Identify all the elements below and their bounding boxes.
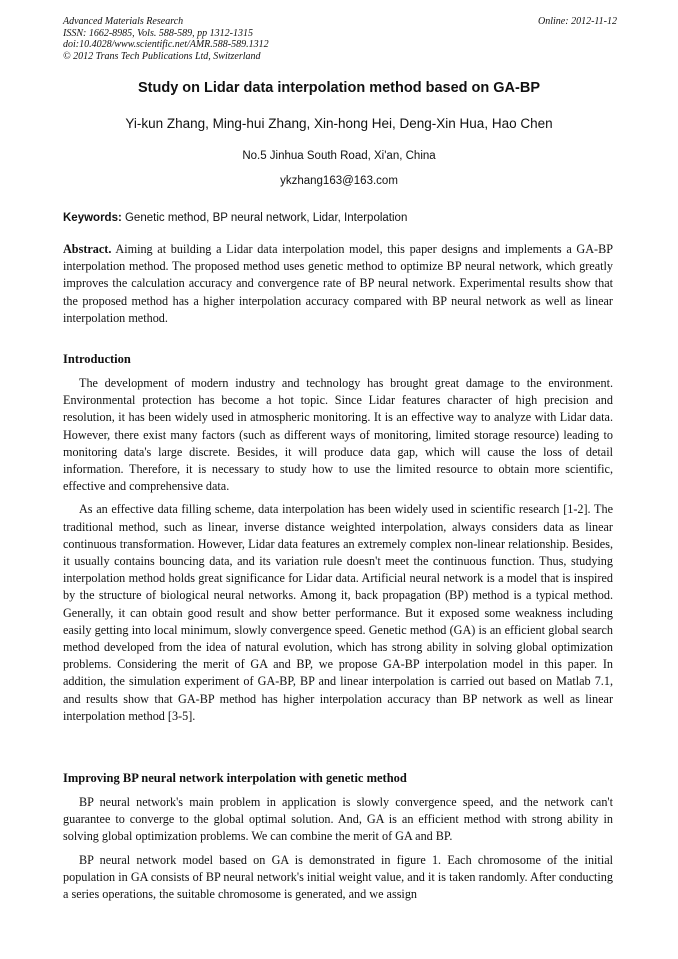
copyright-line: © 2012 Trans Tech Publications Ltd, Switzerland [63, 50, 261, 62]
section-heading-introduction: Introduction [63, 352, 131, 366]
paragraph: The development of modern industry and technology has brought great damage to the environment. Environmental protection has become a hot topic. Since Lidar features character of high precision and resolution, it has been widely used in atmospheric monitoring. It is an effective way to analyze with Lidar data. However, there exist many factors (such as different ways of monitoring, limited storage resource) leading to monitoring data's large discrete. Besides, it will produce data gap, which will cause the loss of detail information. Therefore, it is necessary to study how to use the limited resource to obtain more scientific, effective and comprehensive data. [63, 376, 613, 494]
keywords-text: Genetic method, BP neural network, Lidar, Interpolation [121, 212, 408, 224]
paper-title: Study on Lidar data interpolation method based on GA-BP [138, 80, 540, 96]
paragraph: BP neural network model based on GA is demonstrated in figure 1. Each chromosome of the initial population in GA consists of BP neural network's initial weight value, and it is taken randomly. After conducting a series operations, the suitable chromosome is generated, and we assign [63, 852, 613, 902]
section-heading-ga-bp: Improving BP neural network interpolation with genetic method [63, 771, 407, 785]
author-email: ykzhang163@163.com [280, 175, 398, 187]
keywords [63, 212, 615, 224]
paragraph: BP neural network's main problem in application is slowly convergence speed, and the network can't guarantee to converge to the global optimal solution. And, GA is an efficient method with strong ability in solving global optimization problems. We can combine the merit of GA and BP. [63, 795, 613, 844]
author-list: Yi-kun Zhang, Ming-hui Zhang, Xin-hong Hei, Deng-Xin Hua, Hao Chen [125, 116, 553, 131]
author-address: No.5 Jinhua South Road, Xi'an, China [242, 150, 436, 162]
journal-name: Advanced Materials Research [63, 16, 184, 27]
paragraph: As an effective data filling scheme, data interpolation has been widely used in scientific research [1-2]. The traditional method, such as linear, inverse distance weighted interpolation, always considers data as linear continuous transformation. However, Lidar data features an extremely complex non-linear relationship. Besides, it usually contains bouncing data, and its variation rule doesn't meet the continuous function. Thus, studying interpolation method holds great significance for Lidar data. Artificial neural network is a model that is inspired by the structure of biological neural networks. Among it, back propagation (BP) method is a typical method. Generally, it can obtain good result and show better performance. But it exposed some weakness including easily getting into local minimum, slowly convergence speed. Genetic method (GA) is an efficient global search method developed from the idea of natural evolution, which has strong ability in solving global optimization problems. Considering the merit of GA and BP, we propose GA-BP interpolation model in this paper. In addition, the simulation experiment of GA-BP, BP and linear interpolation is carried out based on Matlab 7.1, and results show that GA-BP method has higher interpolation accuracy than BP network as well as linear interpolation method [3-5]. [63, 502, 613, 723]
ga-bp-body [63, 794, 613, 903]
abstract-label: Abstract. [63, 242, 112, 256]
online-date: Online: 2012-11-12 [538, 16, 617, 27]
issn-line: ISSN: 1662-8985, Vols. 588-589, pp 1312-1315 [63, 27, 253, 39]
keywords-label: Keywords: [63, 212, 122, 224]
introduction-body [63, 375, 613, 725]
abstract-text: Aiming at building a Lidar data interpolation model, this paper designs and implements a GA-BP interpolation method. The proposed method uses genetic method to optimize BP neural network, which greatly improves the calculation accuracy and convergence rate of BP neural network. Experimental results show that the proposed method has a higher interpolation accuracy compared with BP neural network as well as linear interpolation method. [63, 242, 613, 325]
abstract [63, 241, 613, 327]
doi-line: doi:10.4028/www.scientific.net/AMR.588-589.1312 [63, 39, 269, 50]
journal-header [63, 16, 617, 62]
